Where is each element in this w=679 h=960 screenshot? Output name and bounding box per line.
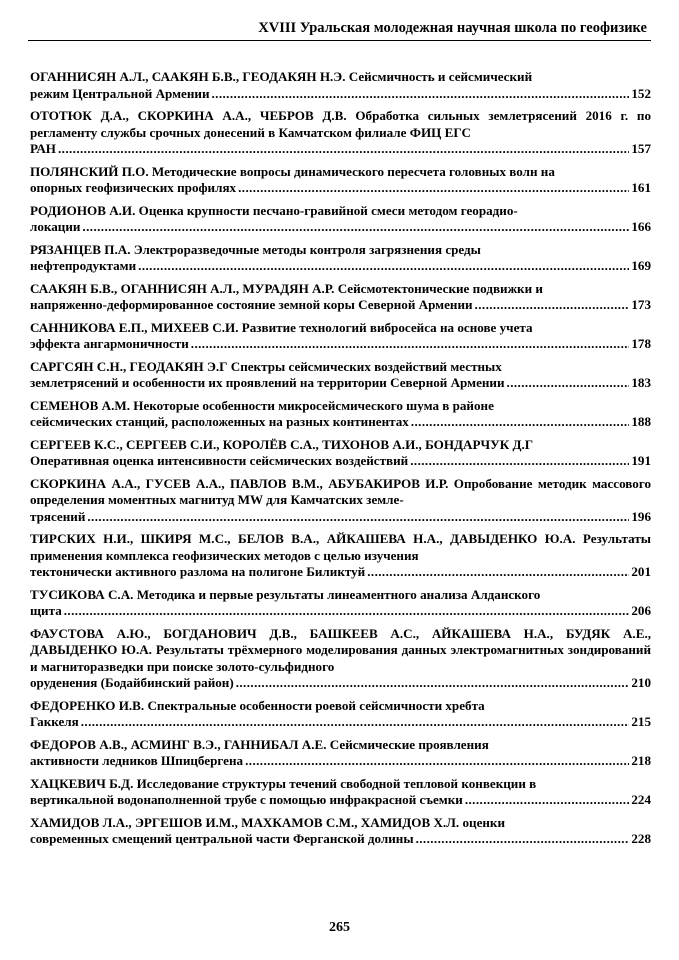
page-number: 218 bbox=[631, 753, 651, 768]
entry-text: ТИРСКИХ Н.И., ШКИРЯ М.С., БЕЛОВ В.А., АЙКАШЕВА Н.А., ДАВЫДЕНКО Ю.А. Результаты применения комплекса геофизических методов с целью изучения bbox=[30, 531, 651, 563]
toc-entry[interactable] bbox=[30, 281, 651, 314]
page-number: 210 bbox=[631, 675, 651, 690]
entry-last-line: вертикальной водонаполненной трубе с помощью инфракрасной съемки bbox=[30, 792, 463, 807]
page-number: 191 bbox=[631, 453, 651, 468]
toc-entry[interactable] bbox=[30, 776, 651, 809]
entry-last-line: щита bbox=[30, 603, 62, 618]
toc-entry[interactable] bbox=[30, 203, 651, 236]
entry-text: СЕРГЕЕВ К.С., СЕРГЕЕВ С.И., КОРОЛЁВ С.А., ТИХОНОВ А.И., БОНДАРЧУК Д.Г bbox=[30, 436, 534, 452]
entry-last-line: оруденения (Бодайбинский район) bbox=[30, 675, 234, 690]
entry-last-line: трясений bbox=[30, 508, 86, 524]
leader-dots bbox=[367, 564, 629, 581]
toc-entry[interactable] bbox=[30, 242, 651, 275]
page-number: 201 bbox=[631, 564, 651, 579]
entry-text: ХАМИДОВ Л.А., ЭРГЕШОВ И.М., МАХКАМОВ С.М., ХАМИДОВ Х.Л. оценки bbox=[30, 814, 506, 830]
leader-dots bbox=[416, 831, 630, 848]
toc-entry[interactable] bbox=[30, 320, 651, 353]
entry-text: СЕМЕНОВ А.М. Некоторые особенности микросейсмического шума в районе bbox=[30, 397, 494, 413]
header-rule bbox=[28, 40, 651, 41]
entry-text: ОГАННИСЯН А.Л., СААКЯН Б.В., ГЕОДАКЯН Н.Э. Сейсмичность и сейсмический bbox=[30, 69, 533, 84]
entry-text: ФАУСТОВА А.Ю., БОГДАНОВИЧ Д.В., БАШКЕЕВ А.С., АЙКАШЕВА Н.А., БУДЯК А.Е., ДАВЫДЕНКО Ю.А. Результаты трёхмерного моделирования данных электромагнитных зондирований и магниторазведки при поиске золото-сульфидного bbox=[30, 625, 651, 674]
leader-dots bbox=[475, 297, 630, 314]
entry-text: ТУСИКОВА С.А. Методика и первые результаты линеаментного анализа Алданского bbox=[30, 586, 541, 602]
leader-dots bbox=[238, 180, 629, 197]
page-number: 228 bbox=[631, 831, 651, 846]
page-number: 188 bbox=[631, 414, 651, 429]
entry-last-line: локации bbox=[30, 219, 81, 234]
toc-entry[interactable] bbox=[30, 815, 651, 848]
table-of-contents bbox=[30, 69, 651, 854]
page-number: 166 bbox=[631, 219, 651, 234]
entry-last-line: эффекта ангармоничности bbox=[30, 336, 189, 351]
entry-last-line: активности ледников Шпицбергена bbox=[30, 753, 244, 768]
toc-entry[interactable] bbox=[30, 587, 651, 620]
leader-dots bbox=[465, 792, 630, 809]
leader-dots bbox=[245, 753, 629, 770]
leader-dots bbox=[82, 219, 629, 236]
entry-last-line: режим Центральной Армении bbox=[30, 85, 210, 101]
leader-dots bbox=[411, 414, 630, 431]
entry-last-line: Оперативная оценка интенсивности сейсмических воздействий bbox=[30, 453, 409, 468]
page-number: 178 bbox=[631, 336, 651, 351]
entry-last-line: нефтепродуктами bbox=[30, 258, 137, 273]
page-number: 215 bbox=[631, 714, 651, 729]
toc-entry[interactable] bbox=[30, 737, 651, 770]
entry-last-line: опорных геофизических профилях bbox=[30, 180, 237, 195]
toc-entry[interactable] bbox=[30, 531, 651, 581]
entry-text: РЯЗАНЦЕВ П.А. Электроразведочные методы контроля загрязнения среды bbox=[30, 241, 481, 257]
page-number: 161 bbox=[631, 180, 651, 195]
entry-text: ФЕДОРОВ А.В., АСМИНГ В.Э., ГАННИБАЛ А.Е. Сейсмические проявления bbox=[30, 736, 489, 752]
page-number: 169 bbox=[631, 258, 651, 273]
toc-entry[interactable] bbox=[30, 626, 651, 692]
leader-dots bbox=[236, 675, 630, 692]
entry-last-line: землетрясений и особенности их проявлений на территории Северной Армении bbox=[30, 375, 505, 390]
page-number: 152 bbox=[631, 85, 651, 101]
running-head: XVIII Уральская молодежная научная школа по геофизике bbox=[258, 20, 647, 36]
toc-entry[interactable] bbox=[30, 69, 651, 102]
leader-dots bbox=[81, 714, 630, 731]
page-number: 173 bbox=[631, 297, 651, 312]
entry-text: ФЕДОРЕНКО И.В. Спектральные особенности роевой сейсмичности хребта bbox=[30, 697, 485, 713]
toc-entry[interactable] bbox=[30, 437, 651, 470]
page-number: 183 bbox=[631, 375, 651, 390]
entry-last-line: современных смещений центральной части Ферганской долины bbox=[30, 831, 414, 846]
page-number-footer: 265 bbox=[329, 920, 350, 935]
entry-text: ХАЦКЕВИЧ Б.Д. Исследование структуры течений свободной тепловой конвекции в bbox=[30, 775, 537, 791]
page-number: 206 bbox=[631, 603, 651, 618]
entry-last-line: напряженно-деформированное состояние земной коры Северной Армении bbox=[30, 297, 473, 312]
toc-entry[interactable] bbox=[30, 164, 651, 197]
entry-last-line: РАН bbox=[30, 141, 56, 156]
entry-text: РОДИОНОВ А.И. Оценка крупности песчано-гравийной смеси методом георадио- bbox=[30, 202, 518, 218]
leader-dots bbox=[64, 603, 630, 620]
entry-last-line: тектонически активного разлома на полигоне Биликтуй bbox=[30, 564, 366, 579]
entry-text: САРГСЯН С.Н., ГЕОДАКЯН Э.Г Спектры сейсмических воздействий местных bbox=[30, 358, 502, 374]
toc-entry[interactable] bbox=[30, 359, 651, 392]
entry-text: ПОЛЯНСКИЙ П.О. Методические вопросы динамического пересчета головных волн на bbox=[30, 163, 555, 179]
leader-dots bbox=[58, 141, 629, 158]
leader-dots bbox=[507, 375, 630, 392]
entry-text: СААКЯН Б.В., ОГАННИСЯН А.Л., МУРАДЯН А.Р. Сейсмотектонические подвижки и bbox=[30, 280, 543, 296]
toc-entry[interactable] bbox=[30, 476, 651, 526]
page-number: 224 bbox=[631, 792, 651, 807]
leader-dots bbox=[87, 509, 629, 526]
leader-dots bbox=[191, 336, 630, 353]
toc-entry[interactable] bbox=[30, 398, 651, 431]
entry-text: САННИКОВА Е.П., МИХЕЕВ С.И. Развитие технологий вибросейса на основе учета bbox=[30, 319, 533, 335]
toc-entry[interactable] bbox=[30, 698, 651, 731]
leader-dots bbox=[138, 258, 629, 275]
entry-text: СКОРКИНА А.А., ГУСЕВ А.А., ПАВЛОВ В.М., АБУБАКИРОВ И.Р. Опробование методик массового определения моментных магнитуд MW для Камчатских земле- bbox=[30, 475, 651, 507]
page-number: 157 bbox=[631, 141, 651, 156]
entry-last-line: сейсмических станций, расположенных на разных континентах bbox=[30, 414, 409, 429]
leader-dots bbox=[211, 86, 629, 103]
page-number: 196 bbox=[631, 508, 651, 524]
entry-text: ОТОТЮК Д.А., СКОРКИНА А.А., ЧЕБРОВ Д.В. Обработка сильных землетрясений 2016 г. по регламенту службы срочных донесений в Камчатском филиале ФИЦ ЕГС bbox=[30, 108, 651, 140]
entry-last-line: Гаккеля bbox=[30, 714, 79, 729]
toc-entry[interactable] bbox=[30, 108, 651, 158]
leader-dots bbox=[410, 453, 629, 470]
